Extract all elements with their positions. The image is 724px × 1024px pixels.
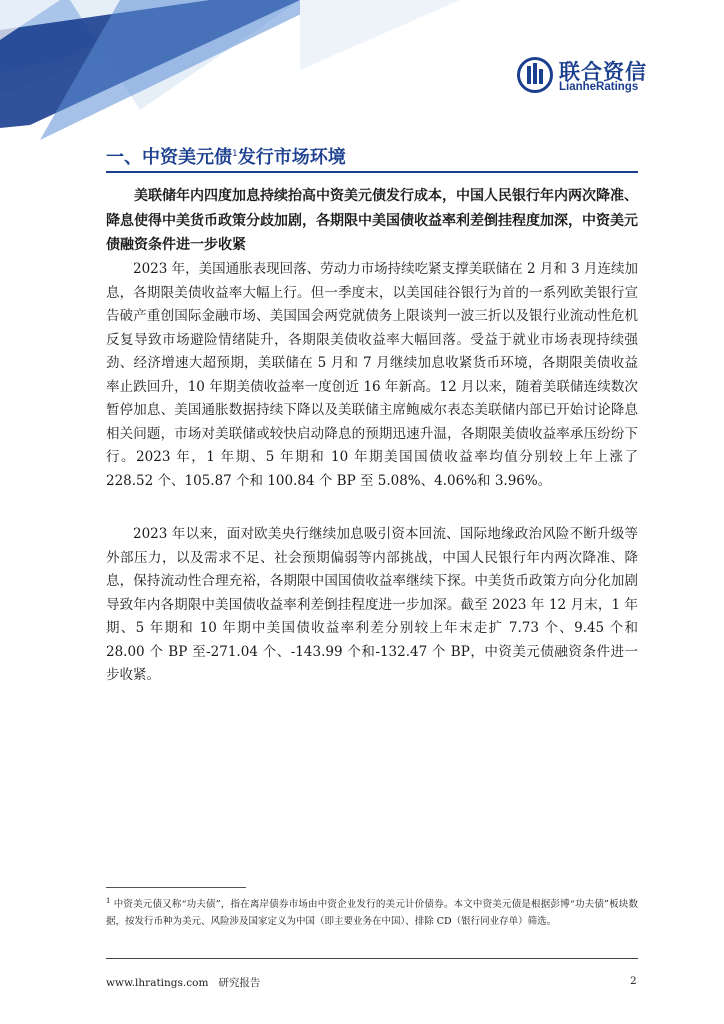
footer-website-link[interactable]: www.lhratings.com bbox=[106, 977, 209, 989]
footer-left bbox=[106, 975, 260, 990]
logo-mark-icon bbox=[517, 57, 553, 93]
footer-rule bbox=[106, 958, 638, 959]
footer-report-type: 研究报告 bbox=[218, 977, 261, 989]
footnote-marker: 1 bbox=[106, 897, 111, 905]
page-number: 2 bbox=[630, 975, 637, 987]
body-paragraph-1: 2023 年，美国通胀表现回落、劳动力市场持续吃紧支撑美联储在 2 月和 3 月连续加息，各期限美债收益率大幅上行。但一季度末，以美国硅谷银行为首的一系列欧美银行宣告破产重创国际金融市场、美国国会两党就债务上限谈判一波三折以及银行业流动性危机反复导致市场避险情绪陡升，各期限美债收益率大幅回落。受益于就业市场表现持续强劲、经济增速大超预期，美联储在 5 月和 7 月继续加息收紧货币环境，各期限美债收益率止跌回升，10 年期美债收益率一度创近 16 年新高。12 月以来，随着美联储连续数次暂停加息、美国通胀数据持续下降以及美联储主席鲍威尔表态美联储内部已开始讨论降息相关问题，市场对美联储或较快启动降息的预期迅速升温，各期限美债收益率承压纷纷下行。2023 年，1 年期、5 年期和 10 年期美国国债收益率均值分别较上年上涨了 228.52 个、105.87 个和 100.84 个 BP 至 5.08%、4.06%和 3.96%。 bbox=[106, 261, 638, 489]
logo-chinese-name: 联合资信 bbox=[559, 60, 647, 84]
section-title-rule bbox=[106, 171, 638, 173]
footnote bbox=[106, 893, 638, 930]
section-title-main: 一、中资美元债 bbox=[106, 147, 232, 168]
section-title bbox=[106, 143, 346, 169]
section-title-rest: 发行市场环境 bbox=[237, 147, 346, 168]
company-logo bbox=[517, 54, 647, 96]
footnote-text: 中资美元债又称“功夫债”，指在离岸债券市场由中资企业发行的美元计价债券。本文中资美元债是根据彭博“功夫债”板块数据，按发行币种为美元、风险涉及国家定义为中国（即主要业务在中国）、排除 CD（银行同业存单）筛选。 bbox=[106, 899, 638, 928]
footnote-rule bbox=[106, 887, 246, 888]
body-paragraph-2: 2023 年以来，面对欧美央行继续加息吸引资本回流、国际地缘政治风险不断升级等外部压力，以及需求不足、社会预期偏弱等内部挑战，中国人民银行年内两次降准、降息，保持流动性合理充裕，各期限中国国债收益率继续下探。中美货币政策方向分化加剧导致年内各期限中美国债收益率利差倒挂程度进一步加深。截至 2023 年 12 月末，1 年期、5 年期和 10 年期中美国债收益率利差分别较上年末走扩 7.73 个、9.45 个和 28.00 个 BP 至-271.04 个、-143.99 个和-132.47 个 BP，中资美元债融资条件进一步收紧。 bbox=[106, 526, 638, 683]
lead-summary: 美联储年内四度加息持续抬高中资美元债发行成本，中国人民银行年内两次降准、降息使得中美货币政策分歧加剧，各期限中美国债收益率利差倒挂程度加深，中资美元债融资条件进一步收紧 bbox=[106, 188, 638, 253]
logo-english-name: LianheRatings bbox=[559, 81, 639, 93]
footnote-ref: 1 bbox=[232, 149, 238, 159]
